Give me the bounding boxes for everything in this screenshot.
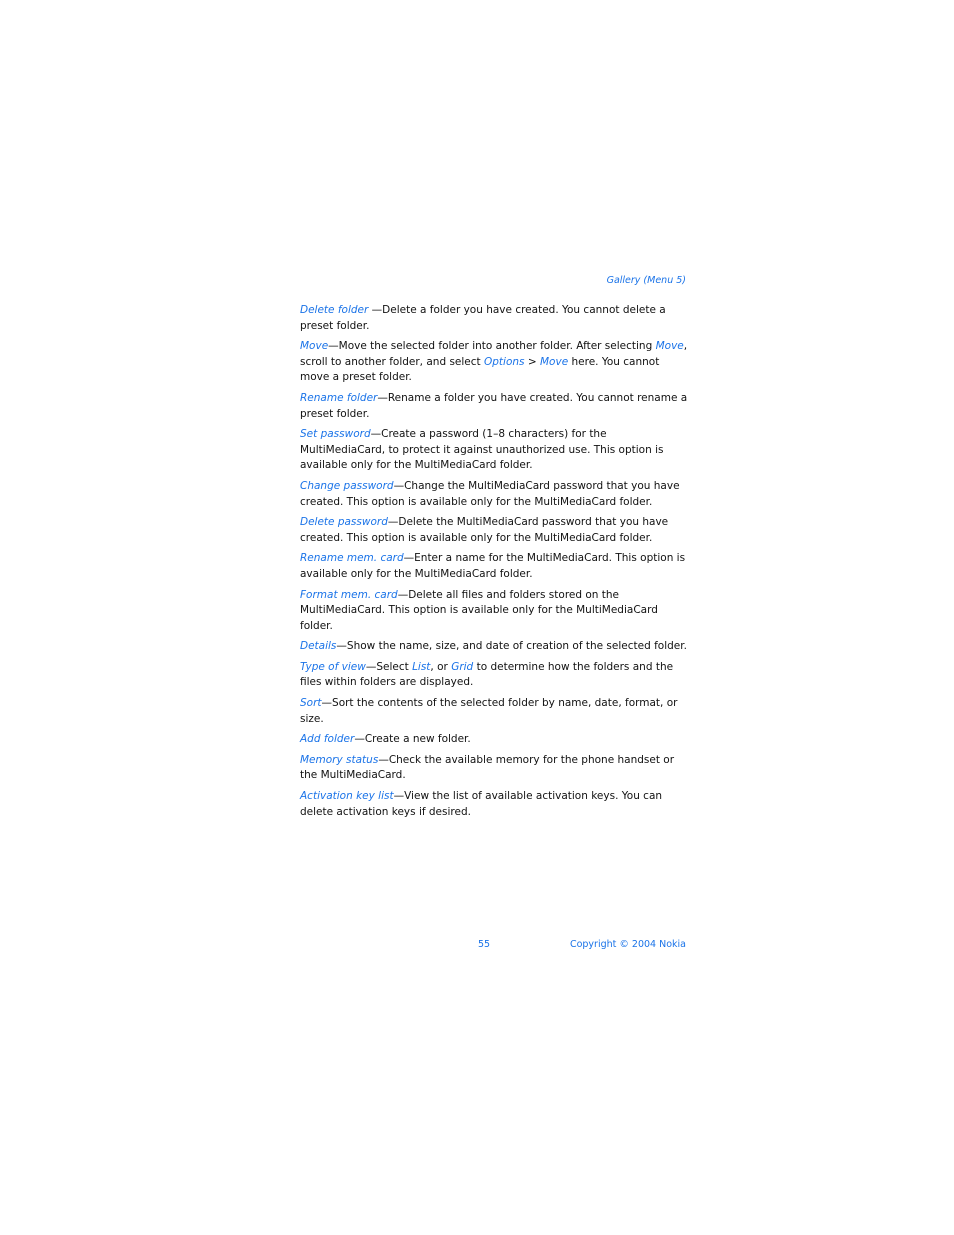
entry-rename-mem-card — [300, 551, 688, 582]
entry-details — [300, 639, 688, 655]
description: here. You cannot move a preset folder. — [300, 355, 660, 384]
entry-type-of-view — [300, 660, 688, 691]
description: —Delete the MultiMediaCard password that you have created. This option is available only for the MultiMediaCard folder. — [300, 516, 669, 544]
entry-memory-status — [300, 753, 688, 784]
entry-move — [300, 339, 688, 386]
description: —Create a password (1–8 characters) for the MultiMediaCard, to protect it against unauthorized use. This option is available only for the MultiMediaCard folder. — [300, 428, 664, 472]
entry-delete-folder — [300, 303, 688, 334]
description: —View the list of available activation keys. You can delete activation keys if desired. — [300, 790, 663, 818]
entry-delete-password — [300, 515, 688, 546]
term-memory-status: Memory status — [300, 753, 379, 766]
description: —Move the selected folder into another folder. After selecting — [328, 340, 656, 353]
term-options-ref: Options — [484, 355, 525, 368]
description: —Create a new folder. — [354, 733, 471, 746]
term-move-ref: Move — [655, 340, 684, 353]
term-delete-password: Delete password — [300, 516, 388, 529]
term-details: Details — [300, 640, 337, 653]
description: —Delete a folder you have created. You cannot delete a preset folder. — [300, 304, 666, 332]
term-sort: Sort — [300, 697, 322, 710]
description: —Sort the contents of the selected folder by name, date, format, or size. — [300, 697, 678, 725]
description: —Delete all files and folders stored on the MultiMediaCard. This option is available only for the MultiMediaCard folder. — [300, 588, 658, 632]
description: —Enter a name for the MultiMediaCard. This option is available only for the MultiMediaCard folder. — [300, 552, 686, 580]
term-rename-mem-card: Rename mem. card — [300, 552, 404, 565]
description: —Select — [365, 660, 413, 673]
term-format-mem-card: Format mem. card — [300, 588, 398, 601]
term-change-password: Change password — [300, 479, 394, 492]
entry-activation-key-list — [300, 789, 688, 820]
entry-sort — [300, 696, 688, 727]
term-activation-key-list: Activation key list — [300, 790, 394, 803]
description: —Change the MultiMediaCard password that you have created. This option is available only for the MultiMediaCard folder. — [300, 479, 680, 508]
description: —Rename a folder you have created. You cannot rename a preset folder. — [300, 391, 688, 420]
term-type-of-view: Type of view — [300, 660, 366, 673]
entry-set-password — [300, 427, 688, 474]
description: , scroll to another folder, and select — [300, 340, 688, 368]
description: —Check the available memory for the phone handset or the MultiMediaCard. — [300, 753, 675, 782]
term-rename-folder: Rename folder — [300, 391, 378, 404]
term-delete-folder: Delete folder — [300, 304, 369, 316]
term-list-ref: List — [412, 660, 431, 673]
running-header: Gallery (Menu 5) — [606, 275, 686, 286]
term-move: Move — [300, 340, 329, 353]
copyright-notice: Copyright © 2004 Nokia — [569, 939, 686, 950]
page-number: 55 — [477, 939, 491, 950]
entry-add-folder — [300, 732, 688, 748]
description: > — [524, 355, 540, 368]
menu-options-list — [300, 303, 688, 825]
description: , or — [430, 660, 452, 673]
term-move-ref: Move — [540, 355, 569, 368]
term-grid-ref: Grid — [451, 660, 474, 673]
description: —Show the name, size, and date of creation of the selected folder. — [336, 640, 687, 653]
term-set-password: Set password — [300, 428, 371, 441]
entry-rename-folder — [300, 391, 688, 422]
description: to determine how the folders and the files within folders are displayed. — [300, 660, 674, 689]
entry-change-password — [300, 479, 688, 510]
term-add-folder: Add folder — [300, 733, 355, 746]
entry-format-mem-card — [300, 588, 688, 635]
